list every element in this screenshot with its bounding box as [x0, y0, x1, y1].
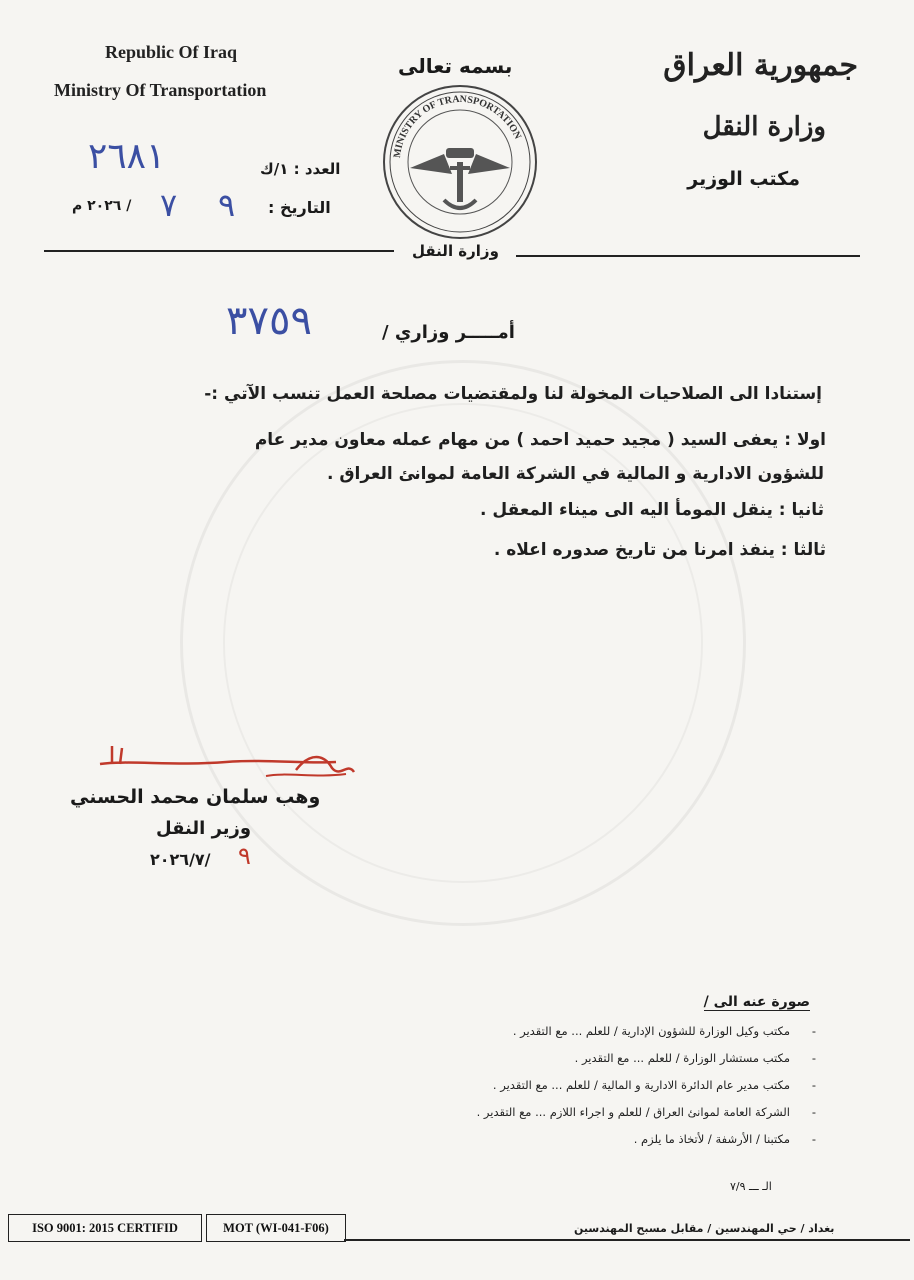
list-item: - الشركة العامة لموانئ العراق / للعلم و اجراء اللازم ... مع التقدير . — [476, 1105, 816, 1119]
ref-label: العدد : ١/ك — [260, 160, 341, 178]
list-item: - مكتب وكيل الوزارة للشؤون الإدارية / للعلم ... مع التقدير . — [512, 1024, 816, 1038]
date-year: / ٢٠٢٦ م — [72, 198, 132, 214]
handwritten-signature — [96, 742, 362, 786]
date-month-handwritten: ٧ — [160, 186, 178, 224]
body-item3: ثالثا : ينفذ امرنا من تاريخ صدوره اعلاه . — [493, 540, 826, 560]
signature-date-handwritten: ٩ — [238, 842, 251, 870]
list-item: - مكتبنا / الأرشفة / لأتخاذ ما يلزم . — [633, 1132, 816, 1146]
body-item1-line2: للشؤون الادارية و المالية في الشركة العامة لموانئ العراق . — [326, 464, 824, 484]
header-ar-office: مكتب الوزير — [687, 168, 800, 190]
ref-number-handwritten: ٢٦٨١ — [88, 136, 166, 177]
signatory-name: وهب سلمان محمد الحسني — [70, 786, 321, 808]
date-label: التاريخ : — [268, 198, 331, 217]
body-item2: ثانيا : ينقل المومأ اليه الى ميناء المعقل . — [480, 500, 824, 520]
header-rule-left — [44, 250, 394, 252]
typist-reference: الـ ـــ ٧/٩ — [730, 1180, 772, 1193]
signature-date-printed: ٢٠٢٦/٧/ — [150, 850, 211, 869]
footer-rule — [344, 1239, 910, 1241]
header-ar-republic-logo: جمهورية العراق — [663, 48, 858, 83]
signatory-title: وزير النقل — [156, 818, 252, 839]
seal-caption: وزارة النقل — [408, 242, 503, 260]
list-item: - مكتب مستشار الوزارة / للعلم ... مع التقدير . — [574, 1051, 816, 1065]
header-en-republic: Republic Of Iraq — [105, 42, 238, 62]
footer-address: بغداد / حي المهندسين / مقابل مسبح المهندسين — [574, 1222, 835, 1235]
footer-form-code-box: MOT (WI-041-F06) — [206, 1214, 346, 1242]
list-item: - مكتب مدير عام الدائرة الادارية و المالية / للعلم ... مع التقدير . — [492, 1078, 816, 1092]
header-rule-right — [516, 255, 860, 257]
header-bismillah: بسمه تعالى — [398, 54, 513, 78]
cc-list — [362, 1024, 816, 1159]
body-item1-line1: اولا : يعفى السيد ( مجيد حميد احمد ) من مهام عمله معاون مدير عام — [254, 430, 826, 450]
header-ar-ministry-logo: وزارة النقل — [702, 112, 826, 142]
header-en-ministry: Ministry Of Transportation — [54, 80, 267, 100]
ministry-seal-emblem — [380, 82, 540, 242]
order-number-handwritten: ٣٧٥٩ — [226, 298, 312, 344]
svg-text:MINISTRY OF TRANSPORTATION: MINISTRY OF TRANSPORTATION — [392, 93, 524, 159]
cc-heading: صورة عنه الى / — [703, 994, 810, 1010]
body-intro: إستنادا الى الصلاحيات المخولة لنا ولمقتضيات مصلحة العمل تنسب الآتي :- — [204, 384, 822, 404]
order-title: أمـــــر وزاري / — [382, 322, 515, 343]
date-day-handwritten: ٩ — [218, 186, 236, 224]
footer-iso-box: ISO 9001: 2015 CERTIFID — [8, 1214, 202, 1242]
